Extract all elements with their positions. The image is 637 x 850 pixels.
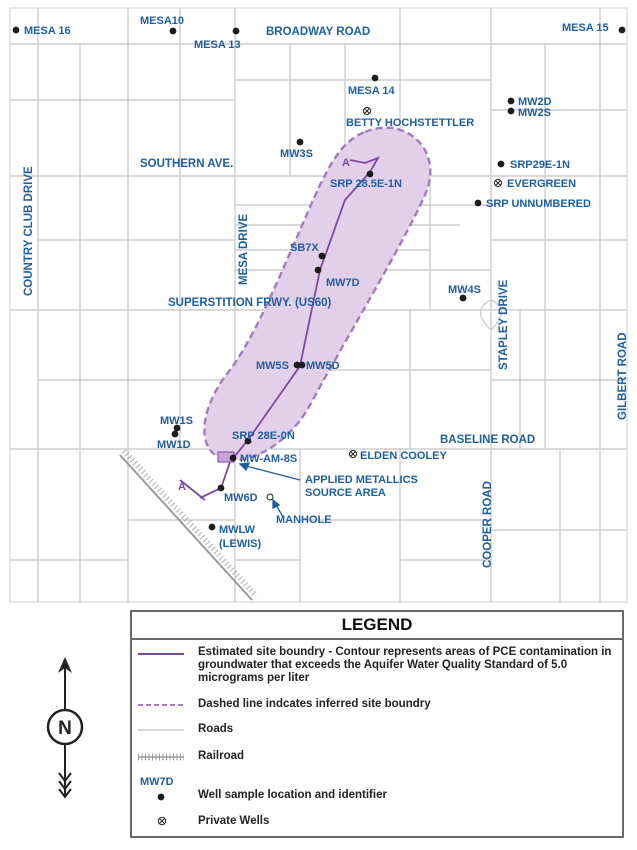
well-dot[interactable] xyxy=(170,28,177,35)
label-mesa15: MESA 15 xyxy=(562,22,609,34)
legend-text-roads: Roads xyxy=(198,723,234,735)
dashed-purple-line-icon xyxy=(136,702,186,708)
label-mw1s: MW1S xyxy=(160,415,193,427)
label-mw4s: MW4S xyxy=(448,284,481,296)
label-srp29: SRP29E-1N xyxy=(510,159,570,171)
section-marker-south: A xyxy=(178,481,186,493)
railroad-line-icon xyxy=(136,752,186,762)
road-stapley: STAPLEY DRIVE xyxy=(498,279,510,370)
well-dot[interactable] xyxy=(297,139,304,146)
label-applied-metallics-2: SOURCE AREA xyxy=(305,487,386,499)
legend-text-railroad: Railroad xyxy=(198,750,245,762)
private-well-icon[interactable] xyxy=(349,450,356,457)
legend-title: LEGEND xyxy=(132,612,622,640)
road-superstition: SUPERSTITION FRWY. (US60) xyxy=(168,297,332,309)
well-dot[interactable] xyxy=(367,171,374,178)
well-dot[interactable] xyxy=(315,267,322,274)
private-well-icon[interactable] xyxy=(494,179,501,186)
well-dot[interactable] xyxy=(172,431,179,438)
road-gilbert: GILBERT ROAD xyxy=(617,332,629,420)
well-dot[interactable] xyxy=(218,485,225,492)
road-baseline: BASELINE ROAD xyxy=(440,434,536,446)
label-mw5s: MW5S xyxy=(256,360,289,372)
legend-text-dashed: Dashed line indcates inferred site boundry xyxy=(198,698,431,710)
legend-text-site-boundary: Estimated site boundry - Contour represents areas of PCE contamination in groundwater that exceeds the Aquifer Water Quality Standard of 5.0 micrograms per liter xyxy=(198,646,612,684)
road-southern: SOUTHERN AVE. xyxy=(140,158,234,170)
well-dot[interactable] xyxy=(508,98,515,105)
well-dot[interactable] xyxy=(508,108,515,115)
road-country-club: COUNTRY CLUB DRIVE xyxy=(23,166,35,296)
label-srp-unnumbered: SRP UNNUMBERED xyxy=(486,198,591,210)
label-mesa10: MESA10 xyxy=(140,15,185,27)
well-dot[interactable] xyxy=(209,524,216,531)
label-manhole: MANHOLE xyxy=(276,514,332,526)
well-dot[interactable] xyxy=(372,75,379,82)
label-lewis: (LEWIS) xyxy=(219,538,262,550)
well-dot[interactable] xyxy=(233,28,240,35)
label-mesa13: MESA 13 xyxy=(194,39,241,51)
road-cooper: COOPER ROAD xyxy=(482,481,494,568)
road-mesa-drive: MESA DRIVE xyxy=(238,213,250,285)
well-dot[interactable] xyxy=(619,27,626,34)
label-mw2d: MW2D xyxy=(518,96,552,108)
label-mw1d: MW1D xyxy=(157,439,191,451)
label-srp28: SRP 28E-0N xyxy=(232,430,295,442)
label-mesa16: MESA 16 xyxy=(24,25,71,37)
well-dot[interactable] xyxy=(13,27,20,34)
north-arrow-compass xyxy=(40,655,90,805)
legend-text-well: Well sample location and identifier xyxy=(198,789,387,801)
label-elden: ELDEN COOLEY xyxy=(360,450,447,462)
legend-well-example: MW7D xyxy=(140,776,174,788)
label-mesa14: MESA 14 xyxy=(348,85,395,97)
legend xyxy=(130,610,624,838)
well-dot[interactable] xyxy=(299,362,306,369)
label-mw5d: MW5D xyxy=(306,360,340,372)
label-evergreen: EVERGREEN xyxy=(507,178,577,190)
well-dot[interactable] xyxy=(475,200,482,207)
well-dot[interactable] xyxy=(498,161,505,168)
solid-purple-line-icon xyxy=(136,651,186,657)
label-sb7x: SB7X xyxy=(290,242,319,254)
legend-text-private: Private Wells xyxy=(198,815,270,827)
label-mw3s: MW3S xyxy=(280,148,313,160)
label-betty: BETTY HOCHSTETTLER xyxy=(346,117,475,129)
label-applied-metallics-1: APPLIED METALLICS xyxy=(305,474,418,486)
road-broadway: BROADWAY ROAD xyxy=(266,26,371,38)
label-mwlw: MWLW xyxy=(219,524,256,536)
label-srp285: SRP 28.5E-1N xyxy=(330,178,402,190)
private-well-icon[interactable] xyxy=(363,107,370,114)
well-dot[interactable] xyxy=(230,455,237,462)
label-mw7d: MW7D xyxy=(326,277,360,289)
label-mw2s: MW2S xyxy=(518,107,551,119)
label-mw6d: MW6D xyxy=(224,492,258,504)
manhole-icon xyxy=(267,494,273,500)
road-line-icon xyxy=(136,727,186,733)
label-mwam8s: MW-AM-8S xyxy=(240,453,298,465)
well-dot[interactable] xyxy=(319,253,326,260)
compass-north-letter: N xyxy=(58,718,72,739)
private-well-icon xyxy=(156,815,168,827)
well-dot-icon xyxy=(156,792,166,802)
section-marker-north: A xyxy=(342,157,350,169)
